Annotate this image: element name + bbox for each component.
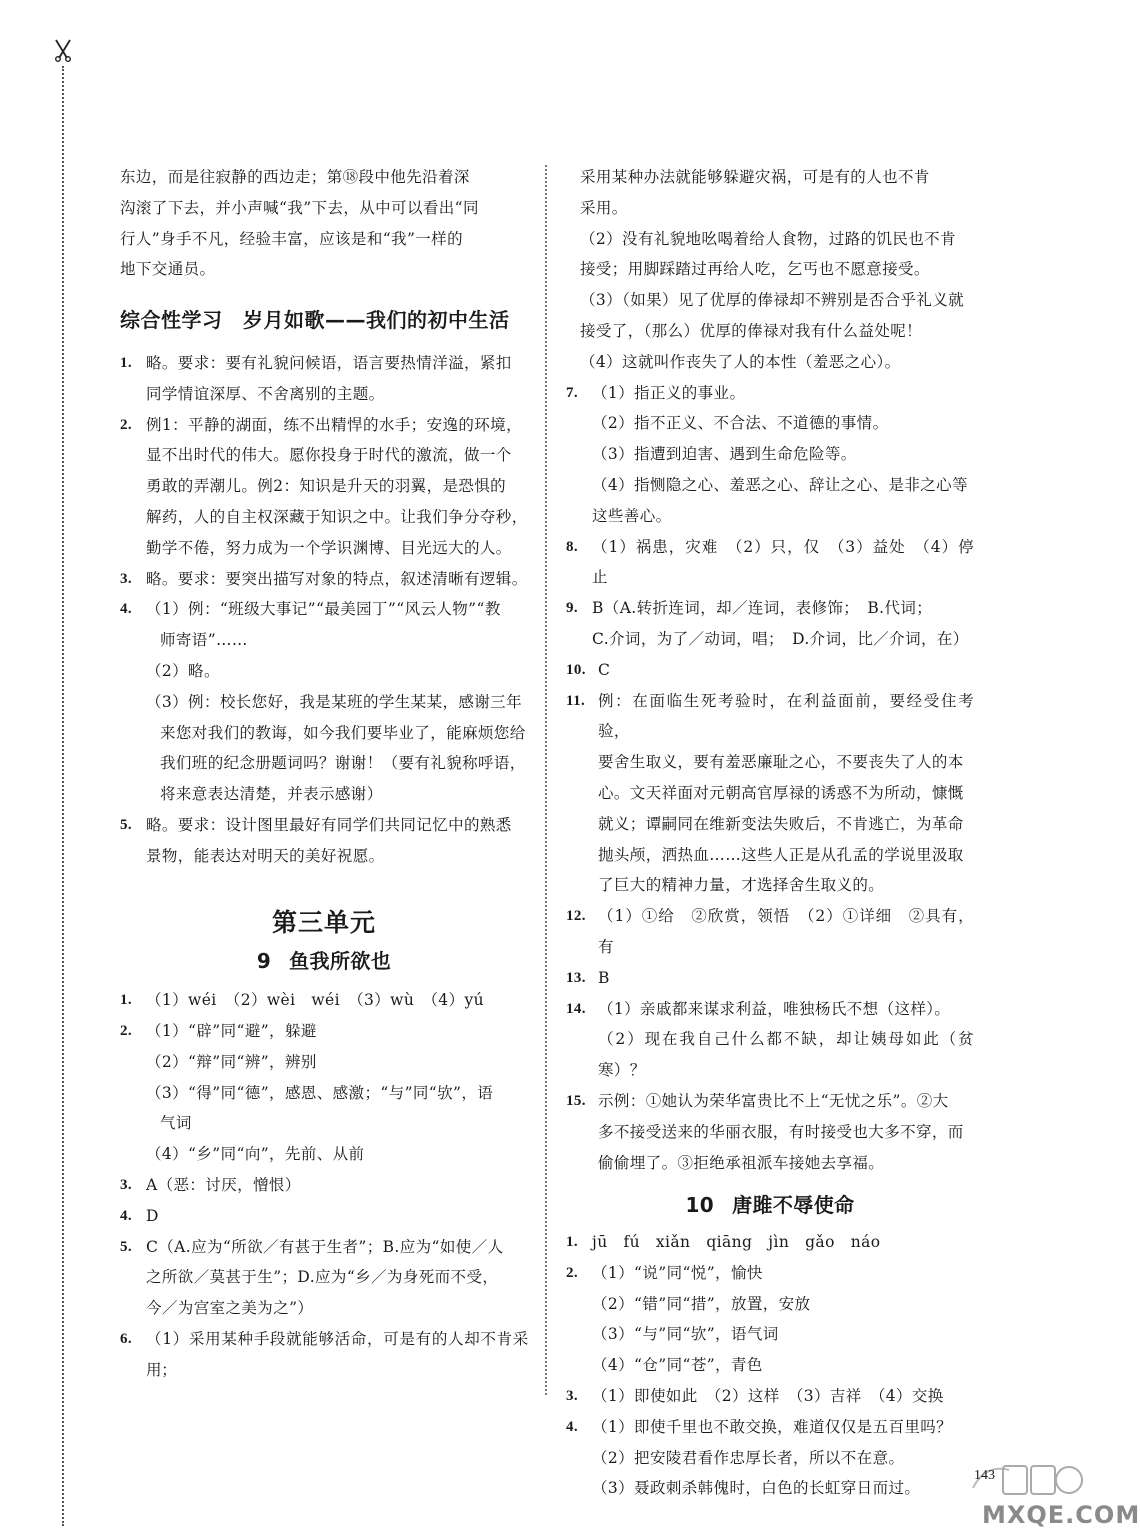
lesson-title: 9 鱼我所欲也 [256, 949, 392, 974]
answer-subitem: （2）现在我自己什么都不缺，却让姨母如此（贫寒）？ [598, 1030, 974, 1080]
answer-item: 6. （1）采用某种手段就能够活命，可是有的人却不肯采用； [120, 1329, 528, 1379]
intro-paragraph: 东边，而是往寂静的西边走；第⑱段中他先沿着深 沟滚了下去，并小声喊“我”下去，从中可以看出“同 行人”身手不凡，经验丰富，应该是和“我”一样的 地下交通员。 [120, 168, 479, 279]
lesson-title: 10 唐雎不辱使命 [685, 1193, 855, 1218]
cut-line [62, 66, 64, 1526]
answer-item: 7. （1）指正义的事业。 [566, 383, 746, 402]
answer-item: 4. （1）即使千里也不敢交换，难道仅仅是五百里吗？ [566, 1417, 953, 1436]
answer-continuation: 采用某种办法就能够躲避灾祸，可是有的人也不肯 采用。 [580, 168, 930, 217]
answer-item: 9. B（A.转折连词，却／连词，表修饰； B.代词； [566, 599, 933, 618]
column-divider [545, 165, 547, 1395]
answer-item: 1. （1）wéi （2）wèi wéi （3）wù （4）yú [120, 991, 484, 1010]
answer-item: 4. D [120, 1206, 159, 1225]
answer-item: 13. B [566, 968, 610, 987]
answer-item: 5. C（A.应为“所欲／有甚于生者”；B.应为“如使／人 之所欲／莫甚于生”；D.应为“乡／为身死而不受， 今／为宫室之美为之”） [120, 1237, 504, 1318]
answer-item: 8. （1）祸患，灾难 （2）只，仅 （3）益处 （4）停止 [566, 537, 974, 587]
section-title: 综合性学习 岁月如歌——我们的初中生活 [120, 308, 510, 333]
right-column [566, 162, 974, 1504]
answer-item: 3. （1）即使如此 （2）这样 （3）吉祥 （4）交换 [566, 1387, 944, 1406]
answer-subitem: （2）“错”同“措”，放置，安放 （3）“与”同“欤”，语气词 （4）“仓”同“苍”，青色 [592, 1294, 811, 1375]
answer-item: 3. 略。要求：要突出描写对象的特点，叙述清晰有逻辑。 [120, 569, 528, 588]
left-column [120, 162, 528, 1385]
answer-item: 2. 例1：平静的湖面，练不出精悍的水手；安逸的环境， 显不出时代的伟大。愿你投身于时代的激流，做一个 勇敢的弄潮儿。例2：知识是升天的羽翼，是恐惧的 解药，人的自主权深藏于知识之中。让我们争分夺秒， 勤学不倦，努力成为一个学识渊博、目光远大的人。 [120, 415, 528, 557]
answer-subitem: C.介词，为了／动词，唱； D.介词，比／介词，在） [592, 629, 969, 648]
page-number: 143 [974, 1468, 995, 1483]
answer-item: 2. （1）“辟”同“避”，躲避 [120, 1021, 317, 1040]
answer-item: 5. 略。要求：设计图里最好有同学们共同记忆中的熟悉 景物，能表达对明天的美好祝愿。 [120, 815, 512, 865]
answer-item: 1. jū fú xiǎn qiāng jìn gǎo náo [566, 1233, 881, 1252]
answer-item: 15. 示例：①她认为荣华富贵比不上“无忧之乐”。②大 多不接受送来的华丽衣服，有时接受也大多不穿，而 偷偷埋了。③拒绝承祖派车接她去享福。 [566, 1091, 964, 1172]
answer-subitem: （2）指不正义、不合法、不道德的事情。 （3）指遭到迫害、遇到生命危险等。 （4）指恻隐之心、羞恶之心、辞让之心、是非之心等 这些善心。 [592, 414, 968, 525]
answer-item: 1. 略。要求：要有礼貌问候语，语言要热情洋溢，紧扣 同学情谊深厚、不舍离别的主题。 [120, 353, 512, 403]
answer-subitem: （2）没有礼貌地吆喝着给人食物，过路的饥民也不肯 接受；用脚踩踏过再给人吃，乞丐也不愿意接受。 （3）（如果）见了优厚的俸禄却不辨别是否合乎礼义就 接受了，（那么）优厚的俸禄对我有什么益处呢！ （4）这就叫作丧失了人的本性（羞恶之心）。 [580, 229, 965, 371]
watermark-text: MXQE.COM [982, 1501, 1140, 1529]
answer-subitem: （2）把安陵君看作忠厚长者，所以不在意。 （3）聂政刺杀韩傀时，白色的长虹穿日而过。 [592, 1448, 921, 1498]
answer-item: 2. （1）“说”同“悦”，愉快 [566, 1263, 763, 1282]
unit-title: 第三单元 [271, 907, 376, 937]
answer-subitem: （2）略。 （3）例：校长您好，我是某班的学生某某，感谢三年 来您对我们的教诲，如今我们要毕业了，能麻烦您给 我们班的纪念册题词吗？谢谢！（要有礼貌称呼语， 将来意表达清楚，并表示感谢） [146, 661, 526, 804]
answer-item: 14. （1）亲戚都来谋求利益，唯独杨氏不想（这样）。 [566, 999, 951, 1018]
answer-item: 11. 例：在面临生死考验时，在利益面前，要经受住考验， 要舍生取义，要有羞恶廉耻之心，不要丧失了人的本 心。文天祥面对元朝高官厚禄的诱惑不为所动，慷慨 就义；谭嗣同在维新变法失败后，不肯逃亡，为革命 抛头颅，洒热血……这些人正是从孔孟的学说里汲取 了巨大的精神力量，才选择舍生取义的。 [566, 691, 974, 895]
scissors-icon [52, 38, 74, 62]
answer-subitem: （2）“辩”同“辨”，辨别 （3）“得”同“德”，感恩、感激；“与”同“欤”，语 气词 （4）“乡”同“向”，先前、从前 [146, 1052, 494, 1164]
answer-item: 3. A（恶：讨厌，憎恨） [120, 1175, 301, 1194]
answer-item: 12. （1）①给 ②欣赏，领悟 （2）①详细 ②具有，有 [566, 907, 974, 956]
answer-item: 10. C [566, 660, 611, 679]
answer-item: 4. （1）例：“班级大事记”“最美园丁”“风云人物”“教 师寄语”…… [120, 600, 501, 650]
